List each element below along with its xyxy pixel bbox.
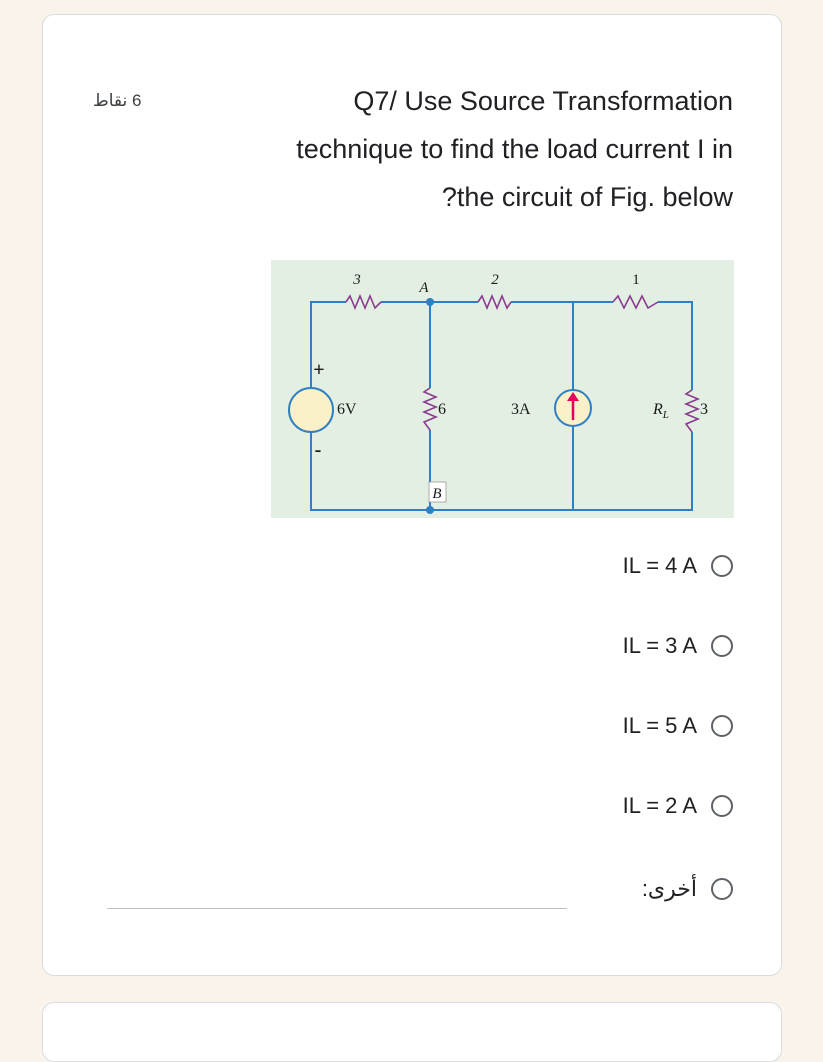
- question-line-2: technique to find the load current I in: [296, 134, 733, 164]
- node-b-label: B: [432, 486, 442, 502]
- points-label: 6 نقاط: [93, 91, 142, 110]
- node-a-label: A: [419, 280, 429, 296]
- node-b: [426, 506, 434, 514]
- other-answer-input[interactable]: [107, 908, 567, 909]
- plus-label: +: [313, 359, 325, 381]
- option-label: أخرى:: [641, 876, 697, 901]
- next-question-card: [42, 1002, 782, 1062]
- radio-button-icon[interactable]: [711, 878, 733, 900]
- radio-button-icon[interactable]: [711, 715, 733, 737]
- option-other[interactable]: [642, 872, 733, 906]
- r3-label: 1: [632, 272, 640, 288]
- voltage-label: 6V: [337, 401, 357, 418]
- option-il-3a[interactable]: [623, 629, 733, 663]
- node-a: [426, 298, 434, 306]
- option-il-2a[interactable]: [623, 789, 733, 823]
- question-line-3: ?the circuit of Fig. below: [441, 182, 733, 212]
- current-label: 3A: [511, 401, 531, 418]
- option-label: IL = 3 A: [622, 633, 697, 658]
- question-line-1: Q7/ Use Source Transformation: [353, 86, 733, 116]
- option-label: IL = 5 A: [622, 713, 697, 738]
- radio-button-icon[interactable]: [711, 635, 733, 657]
- rl-value-label: 3: [700, 401, 708, 418]
- r2-label: 2: [491, 272, 499, 288]
- option-il-4a[interactable]: [623, 549, 733, 583]
- circuit-figure: [271, 260, 734, 518]
- minus-label: -: [314, 439, 322, 461]
- voltage-source-icon: [289, 388, 333, 432]
- radio-button-icon[interactable]: [711, 555, 733, 577]
- question-card: [42, 14, 782, 976]
- option-il-5a[interactable]: [623, 709, 733, 743]
- option-label: IL = 4 A: [622, 553, 697, 578]
- r-shunt-label: 6: [438, 401, 446, 418]
- option-label: IL = 2 A: [622, 793, 697, 818]
- r1-label: 3: [353, 272, 361, 288]
- radio-button-icon[interactable]: [711, 795, 733, 817]
- rl-label: $R_L$: [653, 401, 669, 421]
- question-text: [173, 77, 733, 221]
